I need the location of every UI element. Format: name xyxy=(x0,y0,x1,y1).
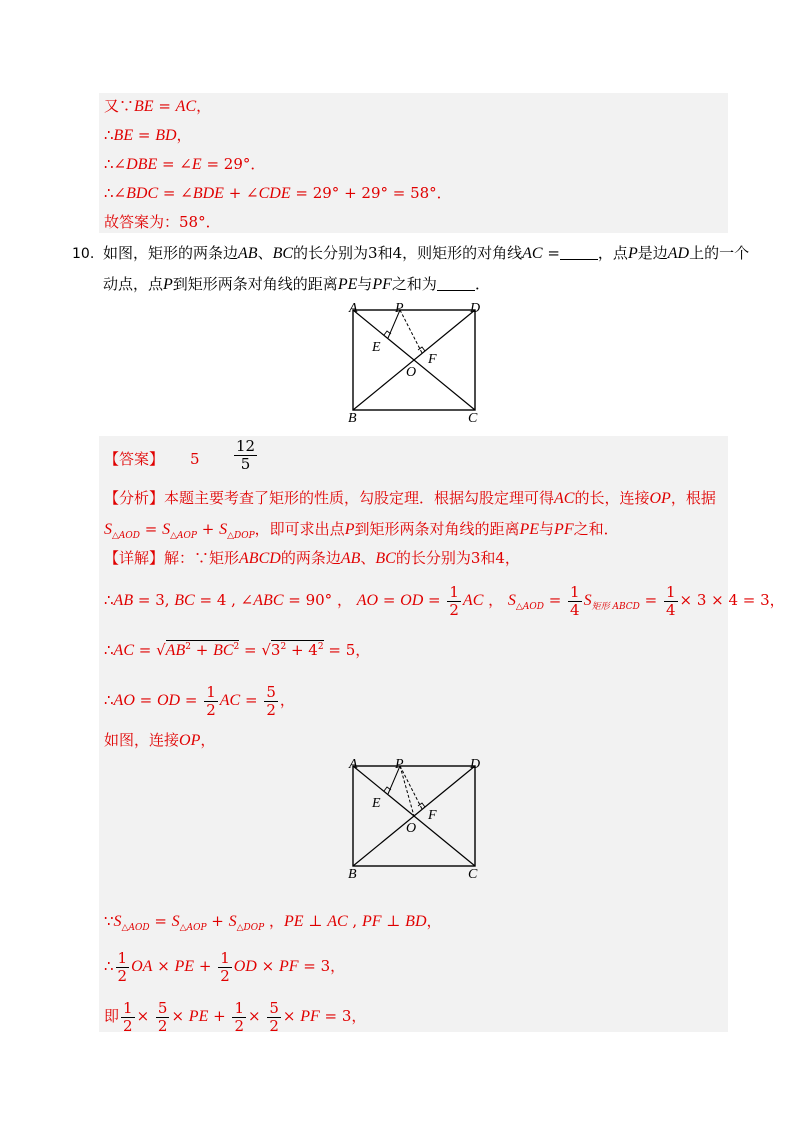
question-line-1: 如图，矩形的两条边AB、BC的长分别为3和4，则矩形的对角线AC = ，点P是边AD上的一个 xyxy=(103,244,750,262)
detail-step-3: ∴AO = OD = $\frac{1}{2}$ AC = $\frac{5}{2}$ ， xyxy=(104,683,295,719)
prev-line-3: ∴∠DBE = ∠E = 29°． xyxy=(104,155,266,173)
label-C: C xyxy=(468,411,478,426)
label-C-2: C xyxy=(468,867,478,882)
analysis-line-1: 【分析】本题主要考查了矩形的性质，勾股定理．根据勾股定理可得AC的长，连接OP，根据 xyxy=(104,489,716,507)
detail-step-4: $\because S_{\triangle AOD} = S_{\triangle AOP} + S_{\triangle DOP}$ ，PE ⊥ AC , PF ⊥ BD， xyxy=(104,912,442,933)
detail-step-2: ∴AC = $√AB^2 + BC^2 = √3^2 + 4^2 = 5$， xyxy=(104,641,371,659)
label-D: D xyxy=(470,301,481,316)
label-A-2: A xyxy=(349,757,358,772)
label-B: B xyxy=(348,411,357,426)
rectangle-figure-2 xyxy=(340,756,490,884)
answer-blank-2 xyxy=(437,276,475,291)
label-F-2: F xyxy=(428,808,437,823)
label-E-2: E xyxy=(372,796,381,811)
label-F: F xyxy=(428,352,437,367)
prev-line-5: 故答案为：58°． xyxy=(104,213,221,231)
answer-value-1: 5 xyxy=(190,450,200,468)
answer-tag: 【答案】 xyxy=(104,450,165,468)
label-B-2: B xyxy=(348,867,357,882)
prev-line-1: 又∵BE = AC， xyxy=(104,97,212,115)
label-E: E xyxy=(372,340,381,355)
label-O-2: O xyxy=(406,821,417,836)
label-A: A xyxy=(349,301,358,316)
label-D-2: D xyxy=(470,757,481,772)
label-O: O xyxy=(406,365,417,380)
rectangle-figure-1 xyxy=(340,300,490,428)
label-P-2: P xyxy=(395,757,404,772)
answer-blank-1 xyxy=(560,245,598,260)
detail-line-1: 【详解】解：∵矩形ABCD的两条边AB、BC的长分别为3和4， xyxy=(104,549,520,567)
detail-step-6: 即 $\frac{1}{2}$ × $\frac{5}{2}$ × PE + $\frac{1}{2}$ × $\frac{5}{2}$ × PF = 3， xyxy=(104,999,367,1035)
label-P: P xyxy=(395,301,404,316)
prev-line-2: ∴BE = BD， xyxy=(104,126,192,144)
detail-step-5: ∴ $\frac{1}{2}$ OA × PE + $\frac{1}{2}$ OD × PF = 3， xyxy=(104,949,346,985)
question-line-2: 动点，点P到矩形两条对角线的距离PE与PF之和为 ． xyxy=(103,275,490,293)
answer-fraction: $\frac{12}{5}$ xyxy=(236,437,256,473)
prev-line-4: ∴∠BDC = ∠BDE + ∠CDE = 29° + 29° = 58°． xyxy=(104,184,452,202)
question-number: 10. xyxy=(72,246,95,262)
detail-step-1: ∴AB = 3, BC = 4 , ∠ABC = 90° ， AO = OD = $\frac{1}{2}$ AC ， $S_{\triangle AOD}$ = $\frac{1}{4}$ $S_{矩形 ABCD}$ = $\frac{1}{4}$ × 3 × 4 = 3， xyxy=(104,583,785,619)
analysis-line-2: $S_{\triangle AOD} = S_{\triangle AOP} + S_{\triangle DOP}$，即可求出点P到矩形两条对角线的距离PE与PF之和． xyxy=(104,520,619,541)
detail-connect: 如图，连接OP， xyxy=(104,731,216,749)
